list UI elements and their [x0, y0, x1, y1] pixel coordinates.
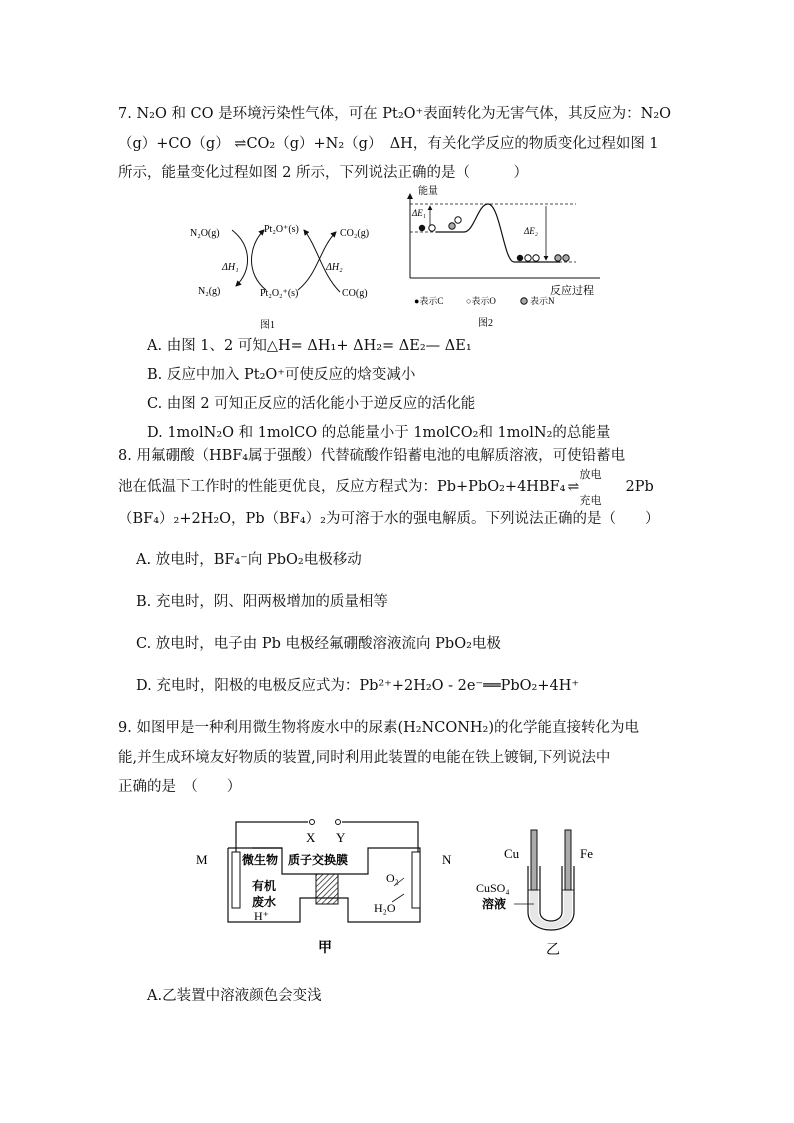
- fig2-energy-curve: [436, 204, 560, 262]
- fig1-co2: CO₂(g): [340, 228, 370, 239]
- fig1-n2: N₂(g): [198, 286, 221, 297]
- q9-stem-line1: 9. 如图甲是一种利用微生物将废水中的尿素(H₂NCONH₂)的化学能直接转化为电: [118, 720, 640, 736]
- yi-cu: Cu: [504, 846, 520, 861]
- jia-h2o: H₂O: [374, 901, 396, 915]
- fig2-xlabel: 反应过程: [550, 285, 594, 297]
- fig1-right-arrow-down: [304, 230, 340, 292]
- fig1-left-arrow-down: [232, 230, 248, 286]
- q8-stem-line3: （BF₄）₂+2H₂O，Pb（BF₄）₂为可溶于水的强电解质。下列说法正确的是（ ）: [118, 511, 660, 527]
- fig2-legend-o: ○表示O: [466, 296, 496, 306]
- figure-jia-microbial-cell: [192, 818, 462, 958]
- yi-fe: Fe: [580, 846, 593, 861]
- q9-option-a[interactable]: A.乙装置中溶液颜色会变浅: [147, 988, 322, 1004]
- q8-stem-line1: 8. 用氟硼酸（HBF₄属于强酸）代替硫酸作铅蓄电池的电解质溶液，可使铅蓄电: [118, 448, 626, 464]
- q7-stem-line3: 所示，能量变化过程如图 2 所示，下列说法正确的是（ ）: [118, 165, 528, 181]
- fig2-de1: ΔE₁: [412, 208, 426, 218]
- fig1-right-arrow-up: [298, 232, 336, 290]
- fig1-pt2o: Pt₂O⁺(s): [264, 224, 299, 235]
- q7-stem-line1: 7. N₂O 和 CO 是环境污染性气体，可在 Pt₂O⁺表面转化为无害气体，其反应为：N₂O: [118, 106, 672, 122]
- jia-organic2: 废水: [252, 895, 277, 909]
- q8-stem-line2: [118, 468, 654, 507]
- q8-stem-line2-product: 2Pb: [625, 479, 654, 495]
- q8-option-a[interactable]: A. 放电时，BF₄⁻向 PbO₂电极移动: [136, 552, 362, 568]
- q8-stem-line2-text: 池在低温下工作时的性能更优良，反应方程式为：Pb+PbO₂+4HBF₄: [118, 479, 566, 495]
- q8-option-d[interactable]: D. 充电时，阳极的电极反应式为：Pb²⁺+2H₂O - 2e⁻══PbO₂+4H⁺: [136, 678, 579, 694]
- jia-m: M: [196, 852, 208, 867]
- discharge-label: 放电: [579, 468, 602, 481]
- q7-option-b[interactable]: B. 反应中加入 Pt₂O⁺可使反应的焓变减小: [147, 367, 416, 383]
- jia-y: Y: [336, 830, 346, 845]
- fig1-caption: 图1: [260, 320, 275, 331]
- fig2-de2: ΔE₂: [524, 226, 538, 236]
- arrow-glyph: ⇌: [567, 479, 580, 495]
- fig2-caption: 图2: [478, 318, 493, 329]
- q7-option-a[interactable]: A. 由图 1、2 可知△H= ΔH₁+ ΔH₂= ΔE₂— ΔE₁: [147, 338, 472, 354]
- q8-option-c[interactable]: C. 放电时，电子由 Pb 电极经氟硼酸溶液流向 PbO₂电极: [136, 636, 501, 652]
- figure-yi-u-tube: [474, 828, 614, 958]
- jia-o2: O₂: [386, 871, 399, 885]
- fig1-pt2o2: Pt₂O₂⁺(s): [260, 288, 299, 299]
- fig1-dh2: ΔH₂: [326, 262, 343, 273]
- fig2-energy-label: 能量: [418, 186, 438, 197]
- figure-2-energy-diagram: [400, 182, 610, 334]
- jia-organic1: 有机: [252, 879, 277, 893]
- jia-x: X: [306, 830, 316, 845]
- q7-option-d[interactable]: D. 1molN₂O 和 1molCO 的总能量小于 1molCO₂和 1molN₂的总能量: [147, 425, 611, 441]
- fig1-dh1: ΔH₁: [222, 262, 239, 273]
- figure-1-reaction-cycle: [180, 218, 380, 334]
- q9-stem-line3: 正确的是 （ ）: [118, 779, 242, 795]
- reversible-arrow: [565, 468, 625, 507]
- fig2-legend-n: 表示N: [530, 296, 555, 306]
- jia-h: H⁺: [254, 909, 269, 923]
- proton-exchange-membrane: [316, 874, 338, 904]
- fig1-left-arrow-up: [252, 230, 267, 290]
- fig1-n2o: N₂O(g): [190, 228, 220, 239]
- yi-cuso4: CuSO₄: [476, 881, 510, 895]
- jia-membrane: 质子交换膜: [288, 853, 349, 867]
- jia-caption: 甲: [318, 941, 332, 956]
- fig1-co: CO(g): [342, 288, 368, 299]
- q8-option-b[interactable]: B. 充电时，阴、阳两极增加的质量相等: [136, 594, 388, 610]
- jia-microbe: 微生物: [242, 853, 279, 867]
- q9-stem-line2: 能,并生成环境友好物质的装置,同时利用此装置的电能在铁上镀铜,下列说法中: [118, 750, 611, 766]
- charge-label: 充电: [579, 494, 602, 507]
- q7-option-c[interactable]: C. 由图 2 可知正反应的活化能小于逆反应的活化能: [147, 396, 476, 412]
- fig2-legend-c: ●表示C: [414, 296, 444, 306]
- yi-solution: 溶液: [482, 897, 507, 911]
- jia-n: N: [442, 852, 452, 867]
- yi-caption: 乙: [546, 943, 560, 958]
- q7-stem-line2: （g）+CO（g） ⇌CO₂（g）+N₂（g） ΔH，有关化学反应的物质变化过程如图 1: [118, 136, 659, 152]
